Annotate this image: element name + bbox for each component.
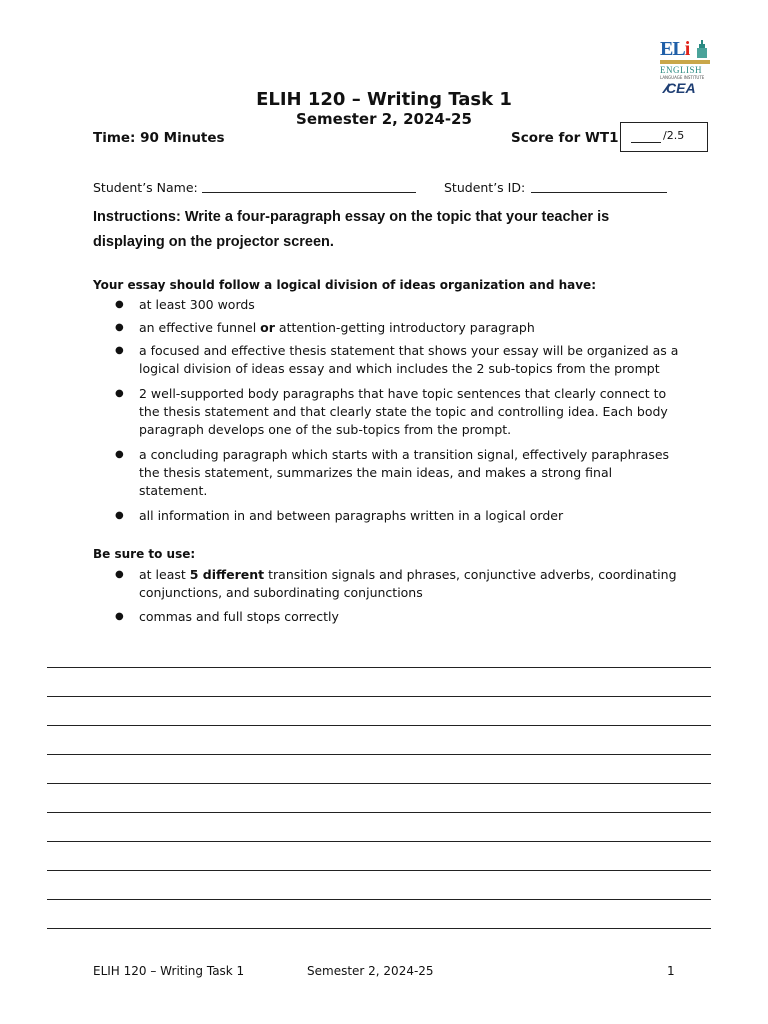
score-label: Score for WT1 <box>511 130 619 146</box>
list-item <box>115 446 684 500</box>
institute-logo-text: LANGUAGE INSTITUTE <box>660 75 705 80</box>
bullet-icon: ● <box>115 569 124 580</box>
be-sure-list <box>115 566 684 626</box>
list-item <box>115 507 684 525</box>
requirements-intro: Your essay should follow a logical division of ideas organization and have: <box>93 278 596 292</box>
list-item-text: attention-getting introductory paragraph <box>274 320 535 335</box>
english-logo-text: ENGLISH <box>660 65 702 75</box>
student-id-label: Student’s ID: <box>444 180 526 195</box>
bullet-icon: ● <box>115 388 124 399</box>
list-item-text: all information in and between paragraphs written in a logical order <box>139 508 564 523</box>
be-sure-label: Be sure to use: <box>93 547 196 561</box>
writing-line[interactable] <box>47 841 711 842</box>
requirements-list <box>115 296 684 525</box>
bullet-icon: ● <box>115 449 124 460</box>
list-item <box>115 608 684 626</box>
student-name-field[interactable] <box>202 192 416 193</box>
writing-line[interactable] <box>47 899 711 900</box>
tower-icon <box>696 40 708 58</box>
emphasis-text: 5 different <box>189 567 265 582</box>
eli-cea-logo <box>660 38 712 96</box>
list-item-text: at least 300 words <box>139 297 255 312</box>
list-item-text: 2 well-supported body paragraphs that have topic sentences that clearly connect to the thesis statement and that clearly state the topic and controlling idea. Each body paragraph develops one of the sub-topics from the prompt. <box>139 386 668 437</box>
footer-semester: Semester 2, 2024-25 <box>307 964 434 978</box>
eli-logo-text: ELi <box>660 38 690 60</box>
list-item-text: commas and full stops correctly <box>139 609 339 624</box>
list-item <box>115 342 684 378</box>
instructions: Instructions: Write a four-paragraph essay on the topic that your teacher is displaying on the projector screen. <box>93 209 610 250</box>
writing-line[interactable] <box>47 928 711 929</box>
page-subtitle: Semester 2, 2024-25 <box>296 110 472 128</box>
emphasis-text: or <box>260 320 275 335</box>
list-item <box>115 319 684 337</box>
page-title: ELIH 120 – Writing Task 1 <box>256 89 512 110</box>
student-name-label: Student’s Name: <box>93 180 198 195</box>
list-item-text: a concluding paragraph which starts with a transition signal, effectively paraphrases the thesis statement, summarizes the main ideas, and makes a strong final statement. <box>139 447 670 498</box>
arabic-script-mark <box>660 60 710 64</box>
footer-course: ELIH 120 – Writing Task 1 <box>93 964 245 978</box>
bullet-icon: ● <box>115 322 124 333</box>
list-item-text: a focused and effective thesis statement that shows your essay will be organized as a logical division of ideas essay and which includes the 2 sub-topics from the prompt <box>139 343 679 376</box>
writing-line[interactable] <box>47 783 711 784</box>
writing-line[interactable] <box>47 667 711 668</box>
score-box[interactable] <box>620 122 708 152</box>
time-allowed: Time: 90 Minutes <box>93 130 225 146</box>
writing-line[interactable] <box>47 696 711 697</box>
bullet-icon: ● <box>115 510 124 521</box>
page-number: 1 <box>667 964 675 978</box>
list-item <box>115 566 684 602</box>
writing-line[interactable] <box>47 754 711 755</box>
writing-line[interactable] <box>47 812 711 813</box>
score-total: /2.5 <box>663 129 685 142</box>
score-blank[interactable] <box>631 132 661 143</box>
writing-line[interactable] <box>47 870 711 871</box>
list-item-text: an effective funnel <box>139 320 261 335</box>
list-item <box>115 296 684 314</box>
bullet-icon: ● <box>115 611 124 622</box>
bullet-icon: ● <box>115 299 124 310</box>
list-item-text: transition signals and phrases, conjunctive adverbs, coordinating conjunctions, and subordinating conjunctions <box>139 567 677 600</box>
bullet-icon: ● <box>115 345 124 356</box>
student-id-field[interactable] <box>531 192 667 193</box>
list-item <box>115 385 684 439</box>
writing-line[interactable] <box>47 725 711 726</box>
list-item-text: at least <box>139 567 190 582</box>
cea-logo-text: CEA <box>666 80 696 96</box>
